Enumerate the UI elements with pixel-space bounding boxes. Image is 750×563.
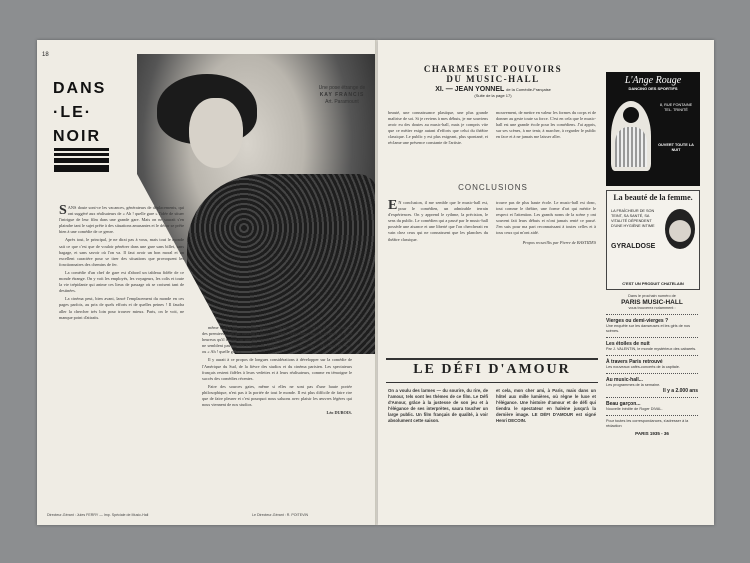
caption-credit: Art. Paramount xyxy=(325,99,359,105)
caption-name: KAY FRANCIS xyxy=(319,92,365,98)
face xyxy=(189,98,243,168)
conclusions-column-a: E N conclusion, il me semble que le music-hall est, pour le comédien, un admirable terrain d'expériences. On y apprend le rythme, la précision, le sens du public. Le comédien qui a passé par le music-hall possède une aisance et une liberté que l'on chercherait en vain chez ceux qui ne connaissent que les planches du théâtre classique. xyxy=(388,198,488,242)
article-column-1 xyxy=(59,205,184,323)
ange-hours: OUVERT TOUTE LA NUIT xyxy=(658,143,694,152)
drop-cap: E xyxy=(388,198,398,213)
next-issue-intro: Dans le prochain numéro de xyxy=(628,294,676,298)
title-line-1: DANS xyxy=(53,80,107,97)
article-header xyxy=(403,64,583,98)
subtitle-suffix: de la Comédie-Française xyxy=(506,87,551,92)
next-issue-box xyxy=(606,294,698,514)
page-number: 18 xyxy=(42,52,49,58)
article-column-a: beauté, une connaissance plastique, une plus grande maîtrise de soi. Si je reviens à mes débuts, je me souviens avoir eu des doutes au music-hall, mais je compris vite que ce métier exige autant d'efforts que celui du théâtre classique. Le public y est plus exigeant, plus spontané, et réclame une présence constante de l'artiste. xyxy=(388,110,488,146)
next-issue-item: Au music-hall... Les programmes de la semaine. Il y a 2.000 ans xyxy=(606,377,698,394)
beaute-text: LA FRAÎCHEUR DE SON TEINT, SA SANTÉ, SA VITALITÉ DÉPENDENT D'UNE HYGIÈNE INTIME xyxy=(611,209,655,228)
next-issue-item: Les étoiles de nuit Par J. VALENTIN, le monde mystérieux des cabarets. xyxy=(606,341,697,351)
signature: Léo DUBOIS. xyxy=(326,410,352,416)
article-column-b: mouvement, de mettre en valeur les formes du corps et de donner au geste toute sa force. C'est en cela que le music-hall est une grande école pour les comédiens. J'ai appris, sur ses scènes, à me tenir, à marcher, à regarder le public en face et à ne jamais me laisser aller. xyxy=(496,110,596,140)
ange-subtitle: DANCING DES SPORTIFS xyxy=(628,86,678,91)
beaute-title: La beauté de la femme. xyxy=(613,193,693,202)
paragraph: La comédie d'un chef de gare est d'abord un tableau fidèle de ce monde étrange. On y voit les employés, les voyageurs, les colis et toute la vie trépidante qui anime ces lieux de passage où se croisent tant de destinées. xyxy=(59,269,184,294)
footer-left: Directeur-Gérant : Jules FERRY — Imp. Spéciale de Music-Hall xyxy=(47,513,149,517)
left-page xyxy=(37,40,377,525)
paragraph: Faire des sources gaies, même si elles ne sont pas d'une haute portée philosophique, n'est pas à la portée de tout le monde. Il est plus difficile de faire rire que de faire pleurer et c'est pourquoi nous saluons avec plaisir les œuvres légères qui nous viennent de nos studios. xyxy=(202,383,352,408)
price-note: Il y a 2.000 ans xyxy=(662,388,698,394)
beaute-footer: C'EST UN PRODUIT CHATELAIN xyxy=(622,281,684,286)
paragraph: même n'a-t-il pas un brillant transfuge du Casino de Paris et du théâtre. Voilà un des premiers films qui ouvrent la saison nouvelle. Il fait bien augurer, du reste, et il est heureux qu'il repose sur une production française. Évidemment, nos metteurs en scène ne semblent pas décidés à dépasser, comme nous de leurs aînés, « Théodore et Cie » ou « Ah ! quelle gare ». xyxy=(202,325,352,355)
next-issue-item: Vierges ou demi-vierges ? Une enquête sur les danseuses et les girls de nos scènes. xyxy=(606,318,691,333)
paragraph: Après tout, le principal, je ne dirai pas à vous, mais tout le monde sait ce que c'est que de vouloir pénétrer dans une gare sans billet, sans bagage, et sans savoir où l'on va. Il faut avoir un bon moral et un excellent caractère pour se tirer des situations que provoquent les fonctionnaires des chemins de fer. xyxy=(59,237,184,267)
conclusions-heading: CONCLUSIONS xyxy=(458,183,528,192)
next-issue-magazine: PARIS MUSIC-HALL xyxy=(621,299,683,306)
woman-portrait xyxy=(665,209,695,249)
ange-tel: TEL. TRINITÉ xyxy=(664,108,688,112)
header-line-2: DU MUSIC-HALL xyxy=(446,74,540,84)
paragraph: Il y aurait à ce propos de longues considérations à développer sur la comédie de l'Amérique du Sud, de la fièvre des studios et du cinéma parisien. Les spectateurs français restent fidèles à leurs vedettes et à leurs réalisateurs, comme en témoigne le succès des comédies récentes. xyxy=(202,357,352,381)
paragraph: ANS doute sont-ce les vacances, générateurs de déplacements, qui ont suggéré aux réalisateurs de « Ah ! quelle gare » l'idée de situer l'intrigue de leur film dans une grande gare. Mais on ne saurait s'en plaindre tant le sujet prête à des situations amusantes et le décor se prête bien à une comédie de ce genre. xyxy=(59,205,184,235)
title-decoration-bars xyxy=(54,148,109,174)
section-rule xyxy=(386,358,598,360)
ange-title: L'Ange Rouge xyxy=(624,75,682,86)
defi-heading: LE DÉFI D'AMOUR xyxy=(413,362,571,377)
next-issue-item: À travers Paris retrouvé Les nouveaux cafés-concerts de la capitale. xyxy=(606,359,680,369)
defi-column-a: On a voulu des larmes — du sourire, du rire, de l'amour, tels sont les thèmes de ce film. Le Défi d'Amour, grâce à la justesse de son jeu et à l'élégance de ses interprètes, saura toucher un large public. Un film français de qualité, à voir absolument cette saison. xyxy=(388,388,488,424)
gyraldose-ad xyxy=(606,190,700,290)
drop-cap: S xyxy=(59,203,67,218)
title-line-3: NOIR xyxy=(53,128,101,145)
caption-line: Une pose étrange de xyxy=(318,85,366,91)
photo-caption xyxy=(307,85,377,106)
paragraph: La cinéma peut, bien avant, lancé l'emplacement du monde en ces pages parfois, au prix de quels efforts et de quelles peines ! Il faudra aller la chercher très loin pour trouver mieux. Paris, on le voit, ne manque point d'attraits. xyxy=(59,296,184,320)
title-line-2: ·LE· xyxy=(53,104,93,121)
header-line-1: CHARMES ET POUVOIRS xyxy=(423,64,563,74)
next-issue-note: vous trouverez notamment : xyxy=(628,306,676,310)
section-rule xyxy=(386,382,598,383)
conclusions-column-b: trouve pas de plus haute école. Le music-hall est donc, tout comme le théâtre, une forme d'art qui mérite le respect et l'attention. Les grands noms de la scène y ont souvent fait leurs débuts et n'ont jamais renié ce passé. J'en suis pour ma part reconnaissant à toutes celles et à tous ceux qui m'ont aidé. Propos recueillis par Pierre de BASTIDES xyxy=(496,200,596,245)
conclusions-signature: Propos recueillis par Pierre de BASTIDES xyxy=(522,239,596,245)
right-page xyxy=(378,40,714,525)
subtitle: XI. — JEAN YONNEL xyxy=(435,86,505,93)
ange-rouge-ad xyxy=(606,72,700,186)
article-title xyxy=(53,76,106,150)
angel-illustration xyxy=(611,101,651,171)
gyraldose-brand: GYRALDOSE xyxy=(611,243,656,250)
bottom-note: Pour toutes les correspondances, s'adresser à la rédaction xyxy=(606,419,689,428)
defi-column-b: et cela, mon cher ami, à Paris, mais dans un hôtel aux mille lumières, où règne le luxe et l'élégance. Une histoire d'amour et de défi qui tiendra le spectateur en haleine jusqu'à la dernière image. LE DÉFI D'AMOUR est signé Henri DECOIN. xyxy=(496,388,596,424)
article-column-2 xyxy=(202,325,352,418)
footer-right: Le Directeur-Gérant : R. POITEVIN xyxy=(252,513,309,517)
ange-address: 8, RUE FONTAINE xyxy=(659,103,693,107)
bottom-address: PARIS 1935 - 36 xyxy=(635,431,669,436)
next-issue-item: Beau garçon... Nouvelle inédite de Roger DIVAL. xyxy=(606,401,663,411)
continuation-note: (Suite de la page 17) xyxy=(474,93,512,98)
